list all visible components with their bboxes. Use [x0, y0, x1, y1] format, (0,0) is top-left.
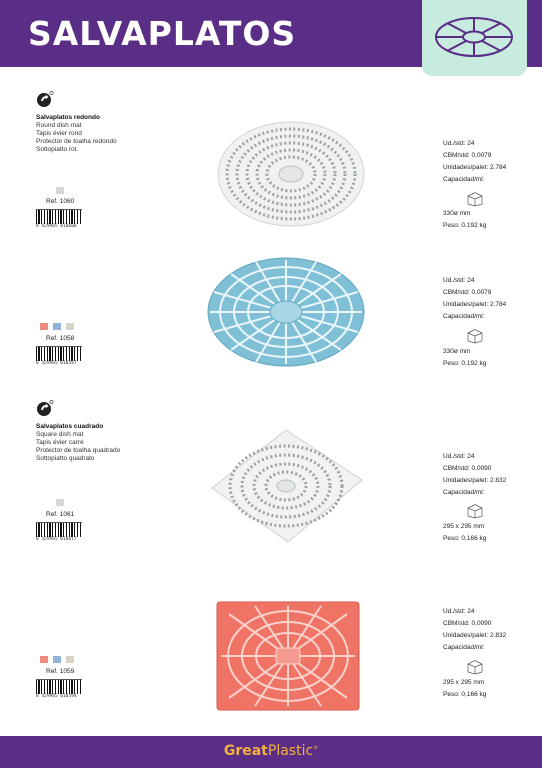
box-dimension-icon: [466, 503, 484, 519]
spec-block: [443, 606, 506, 654]
recycle-icon: [36, 399, 54, 417]
color-swatch: [53, 323, 61, 330]
product-name: Salvaplatos redondo: [36, 114, 100, 121]
color-swatch: [66, 323, 74, 330]
dimension-block: [443, 677, 486, 701]
brand-bold: Great: [223, 743, 268, 759]
product-name: Salvaplatos cuadrado: [36, 423, 104, 430]
description-line: Tapis évier carré: [36, 439, 84, 446]
product-weight: Peso: 0,166 kg: [443, 535, 487, 542]
color-swatch: [56, 187, 64, 194]
brand-logo: GreatPlastic®: [223, 743, 319, 759]
barcode: [36, 209, 82, 229]
barcode-bars: [36, 346, 82, 361]
product-weight: Peso: 0,192 kg: [443, 222, 487, 229]
box-dimension-icon: [466, 328, 484, 344]
page-title: SALVAPLATOS: [28, 14, 297, 53]
spec-cbm: CBM/std: 0,0090: [443, 465, 492, 472]
product-dimension: 330ø mm: [443, 210, 471, 217]
footer-bar: [0, 736, 542, 768]
product-reference: Ref. 1060: [46, 198, 75, 205]
barcode: [36, 522, 82, 542]
spec-capacity: Capacidad/ml:: [443, 176, 485, 183]
barcode-bars: [36, 679, 82, 694]
product-image-square-white: [208, 428, 364, 544]
dimension-block: [443, 208, 486, 232]
color-swatches: [40, 323, 74, 330]
dimension-block: [443, 346, 486, 370]
spec-cbm: CBM/std: 0,0079: [443, 289, 492, 296]
round-dish-mat-icon: [432, 14, 516, 60]
box-dimension-icon: [466, 659, 484, 675]
product-reference: Ref. 1058: [46, 335, 75, 342]
product-description-round: [36, 114, 117, 154]
color-swatch: [66, 656, 74, 663]
color-swatch: [40, 323, 48, 330]
dimension-block: [443, 521, 486, 545]
color-swatch: [56, 499, 64, 506]
product-image-square-coral: [215, 600, 361, 712]
spec-units-per-box: Ud./std: 24: [443, 608, 475, 615]
barcode: [36, 346, 82, 366]
barcode-number: 8 429905 010617: [36, 537, 77, 542]
spec-units-per-pallet: Unidades/palet: 2.784: [443, 164, 507, 171]
color-swatch: [53, 656, 61, 663]
header-bar: [0, 0, 542, 67]
product-dimension: 330ø mm: [443, 348, 471, 355]
color-swatches: [56, 499, 64, 506]
spec-block: [443, 138, 506, 186]
brand-light: Plastic: [267, 743, 314, 759]
spec-units-per-box: Ud./std: 24: [443, 453, 475, 460]
spec-units-per-box: Ud./std: 24: [443, 277, 475, 284]
barcode-number: 8 429905 010600: [36, 224, 77, 229]
color-swatches: [56, 187, 64, 194]
description-line: Square dish mat: [36, 431, 84, 438]
product-weight: Peso: 0,166 kg: [443, 691, 487, 698]
product-image-round-blue: [206, 256, 366, 368]
product-description-square: [36, 423, 120, 463]
spec-units-per-pallet: Unidades/palet: 2.832: [443, 477, 507, 484]
recycle-icon: [36, 90, 54, 108]
barcode-bars: [36, 522, 82, 537]
category-tab: [422, 0, 527, 76]
product-weight: Peso: 0,192 kg: [443, 360, 487, 367]
barcode-bars: [36, 209, 82, 224]
spec-units-per-box: Ud./std: 24: [443, 140, 475, 147]
product-reference: Ref. 1059: [46, 668, 75, 675]
description-line: Tapis évier rond: [36, 130, 82, 137]
description-line: Sottopiatto rot.: [36, 146, 79, 153]
product-dimension: 295 x 295 mm: [443, 679, 485, 686]
spec-capacity: Capacidad/ml:: [443, 313, 485, 320]
spec-cbm: CBM/std: 0,0079: [443, 152, 492, 159]
description-line: Protector de toalha quadrado: [36, 447, 121, 454]
spec-capacity: Capacidad/ml:: [443, 489, 485, 496]
spec-block: [443, 275, 506, 323]
spec-capacity: Capacidad/ml:: [443, 644, 485, 651]
spec-cbm: CBM/std: 0,0090: [443, 620, 492, 627]
description-line: Round dish mat: [36, 122, 82, 129]
color-swatches: [40, 656, 74, 663]
product-reference: Ref. 1061: [46, 511, 75, 518]
product-dimension: 295 x 295 mm: [443, 523, 485, 530]
color-swatch: [40, 656, 48, 663]
spec-block: [443, 451, 506, 499]
description-line: Sottopiatto quadrato: [36, 455, 95, 462]
barcode-number: 8 429905 010594: [36, 694, 77, 699]
barcode-number: 8 429905 010587: [36, 361, 77, 366]
spec-units-per-pallet: Unidades/palet: 2.784: [443, 301, 507, 308]
spec-units-per-pallet: Unidades/palet: 2.832: [443, 632, 507, 639]
barcode: [36, 679, 82, 699]
box-dimension-icon: [466, 191, 484, 207]
product-image-round-white: [216, 120, 366, 228]
description-line: Protector de toalha redondo: [36, 138, 117, 145]
